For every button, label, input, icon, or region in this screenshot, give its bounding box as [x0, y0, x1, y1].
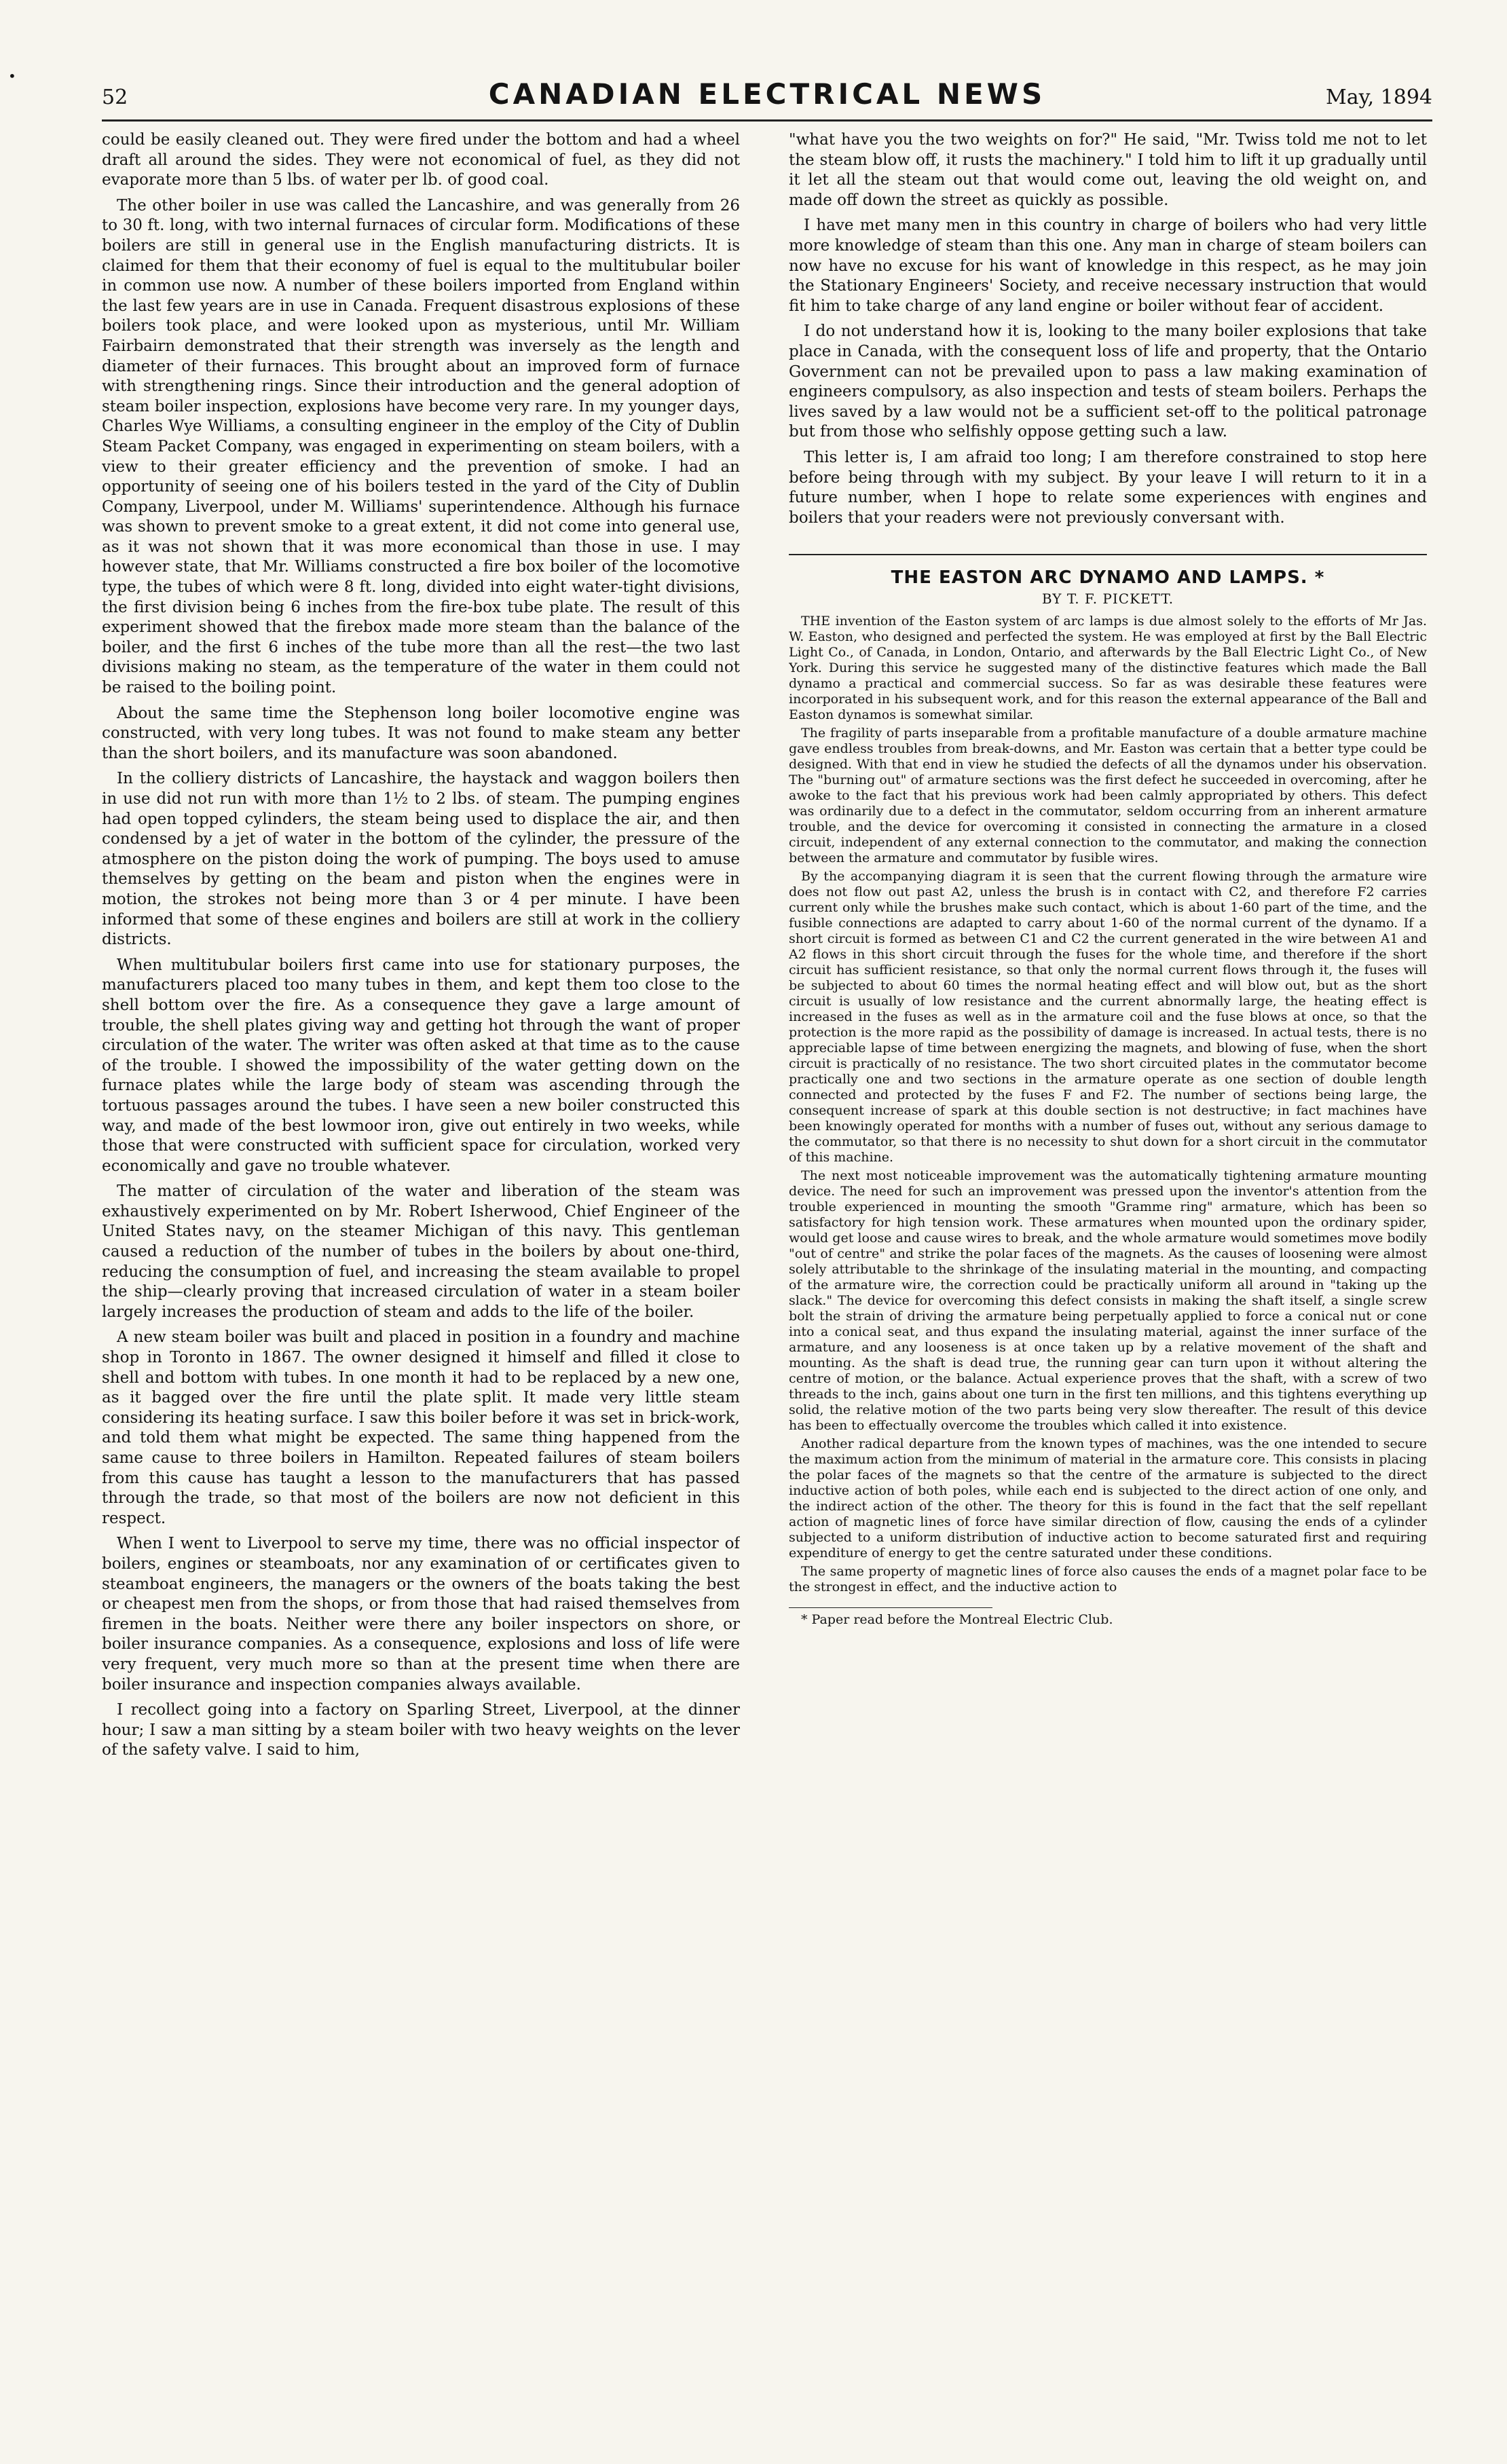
columns	[102, 130, 1432, 2425]
paragraph: The other boiler in use was called the Lancashire, and was generally from 26 to 30 ft. long, with two internal furnaces of circular form. Modifications of these boilers are still in general use in the English manufacturing districts. It is claimed for them that their economy of fuel is equal to the multitubular boiler in common use now. A number of these boilers imported from England within the last few years are in use in Canada. Frequent disastrous explosions of these boilers took place, and were looked upon as mysterious, until Mr. William Fairbairn demonstrated that their strength was inversely as the length and diameter of their furnaces. This brought about an improved form of furnace with strengthening rings. Since their introduction and the general adoption of steam boiler inspection, explosions have become very rare. In my younger days, Charles Wye Williams, a consulting engineer in the employ of the City of Dublin Steam Packet Company, was engaged in experimenting on steam boilers, with a view to their greater efficiency and the prevention of smoke. I had an opportunity of seeing one of his boilers tested in the yard of the City of Dublin Company, Liverpool, under M. Williams' superintendence. Although his furnace was shown to prevent smoke to a great extent, it did not come into general use, as it was not shown that it was more economical than those in use. I may however state, that Mr. Williams constructed a fire box boiler of the locomotive type, the tubes of which were 8 ft. long, divided into eight water-tight divisions, the first division being 6 inches from the fire-box tube plate. The result of this experiment showed that the firebox made more steam than the balance of the boiler, and the first 6 inches of the tube more than all the rest—the two last divisions making no steam, as the temperature of the water in them could not be raised to the boiling point.	[102, 196, 740, 697]
header-rule	[102, 119, 1432, 122]
left-column	[102, 130, 740, 2425]
journal-title: CANADIAN ELECTRICAL NEWS	[488, 77, 1046, 111]
page-header	[102, 75, 1432, 117]
article-byline: BY T. F. PICKETT.	[1041, 591, 1174, 608]
issue-date: May, 1894	[1326, 86, 1432, 109]
page-number: 52	[102, 86, 128, 109]
margin-mark: •	[8, 68, 16, 84]
right-column	[789, 130, 1427, 2425]
footnote-divider	[789, 1607, 992, 1608]
paragraph: About the same time the Stephenson long boiler locomotive engine was constructed, with very long tubes. It was not found to make steam any better than the short boilers, and its manufacture was soon abandoned.	[102, 704, 740, 762]
paragraph: I do not understand how it is, looking to the many boiler explosions that take place in Canada, with the consequent loss of life and property, that the Ontario Government can not be prevailed upon to pass a law making examination of engineers compulsory, as also inspection and tests of steam boilers. Perhaps the lives saved by a law would not be a sufficient set-off to the political patronage but from those who selfishly oppose getting such a law.	[789, 322, 1427, 441]
article-paragraph: THE invention of the Easton system of arc lamps is due almost solely to the efforts of Mr Jas. W. Easton, who designed and perfected the system. He was employed at first by the Ball Electric Light Co., of Canada, in London, Ontario, and afterwards by the Ball Electric Light Co., of New York. During this service he suggested many of the distinctive features which made the Ball dynamo a practical and commercial success. So far as was desirable these features were incorporated in his subsequent work, and for this reason the external appearance of the Ball and Easton dynamos is somewhat similar.	[789, 614, 1427, 723]
paragraph: I have met many men in this country in charge of boilers who had very little more knowledge of steam than this one. Any man in charge of steam boilers can now have no excuse for his want of knowledge in this respect, as he may join the Stationary Engineers' Society, and receive necessary instruction that would fit him to take charge of any land engine or boiler without fear of accident.	[789, 217, 1427, 315]
article-title: THE EASTON ARC DYNAMO AND LAMPS. *	[891, 567, 1325, 589]
article-easton-arc-dynamo	[789, 554, 1427, 1628]
paragraph: "what have you the two weights on for?" He said, "Mr. Twiss told me not to let the steam blow off, it rusts the machinery." I told him to lift it up gradually until it let all the steam out that would come out, leaving the old weight on, and made off down the street as quickly as possible.	[789, 131, 1427, 209]
article-paragraph: The fragility of parts inseparable from a profitable manufacture of a double armature machine gave endless troubles from break-downs, and Mr. Easton was certain that a better type could be designed. With that end in view he studied the defects of all the dynamos under his observation. The "burning out" of armature sections was the first defect he succeeded in overcoming, after he awoke to the fact that his previous work had been calmly appropriated by others. This defect was ordinarily due to a defect in the commutator, seldom occurring from an inherent armature trouble, and the device for overcoming it consisted in connecting the armature in a closed circuit, independent of any external connection to the commutator, and making the connection between the armature and commutator by fusible wires.	[789, 726, 1427, 866]
article-paragraph: Another radical departure from the known types of machines, was the one intended to secure the maximum action from the minimum of material in the armature core. This consists in placing the polar faces of the magnets so that the centre of the armature is subjected to the direct inductive action of both poles, while each end is subjected to the direct action of one only, and the indirect action of the other. The theory for this is found in the fact that the self repellant action of magnetic lines of force have similar direction of flow, causing the ends of a cylinder subjected to a uniform distribution of inductive action to become saturated first and requiring expenditure of energy to get the centre saturated under these conditions.	[789, 1436, 1427, 1561]
article-divider	[789, 554, 1427, 555]
article-paragraph: The next most noticeable improvement was the automatically tightening armature mounting device. The need for such an improvement was pressed upon the inventor's attention from the trouble experienced in mounting the smooth "Gramme ring" armature, which has been so satisfactory for high tension work. These armatures when mounted upon the ordinary spider, would get loose and cause wires to break, and the whole armature would sometimes move bodily "out of centre" and strike the polar faces of the magnets. As the causes of loosening were almost solely attributable to the shrinkage of the insulating material in the mounting, and compacting of the armature wire, the correction could be practically uniform all around in "taking up the slack." The device for overcoming this defect consists in making the shaft itself, a single screw bolt the strain of driving the armature being perpetually applied to force a conical nut or cone into a conical seat, and thus expand the insulating material, against the inner surface of the armature, and any looseness is at once taken up by a relative movement of the shaft and mounting. As the shaft is dead true, the running gear can turn upon it without altering the centre of motion, or the balance. Actual experience proves that the shaft, with a screw of two threads to the inch, gains about one turn in the first ten millions, and this tightens everything up solid, the relative motion of the two parts being very slow thereafter. The result of this device has been to effectually overcome the troubles which called it into existence.	[789, 1168, 1427, 1434]
article-paragraph: By the accompanying diagram it is seen that the current flowing through the armature wire does not flow out past A2, unless the brush is in contact with C2, and therefore F2 carries current only while the brushes make such contact, which is about 1-60 part of the time, and the fusible connections are adapted to carry about 1-60 of the normal current of the dynamo. If a short circuit is formed as between C1 and C2 the current generated in the wire between A1 and A2 flows in this short circuit through the fuses for the whole time, and therefore if the short circuit has sufficient resistance, so that only the normal current flows through it, the fuses will be subjected to about 60 times the normal heating effect and will blow out, but as the short circuit is usually of low resistance and the current abnormally large, the heating effect is increased in the fuses as well as in the armature coil and the fuse blows at once, so that the protection is the more rapid as the possibility of damage is increased. In actual tests, there is no appreciable lapse of time between energizing the magnets, and blowing of fuse, when the short circuit is practically of no resistance. The two short circuited plates in the commutator become practically one and two sections in the armature operate as one section of double length connected and protected by the fuses F and F2. The number of sections being large, the consequent increase of spark at this double section is not destructive; in fact machines have been knowingly operated for months with a number of fuses out, without any serious damage to the commutator, so that there is no necessity to shut down for a short circuit in the commutator of this machine.	[789, 869, 1427, 1165]
paragraph: In the colliery districts of Lancashire, the haystack and waggon boilers then in use did not run with more than 1½ to 2 lbs. of steam. The pumping engines had open topped cylinders, the steam being used to displace the air, and then condensed by a jet of water in the bottom of the cylinder, the pressure of the atmosphere on the piston doing the work of pumping. The boys used to amuse themselves by getting on the beam and piston when the engines were in motion, the strokes not being more than 3 or 4 per minute. I have been informed that some of these engines and boilers are still at work in the colliery districts.	[102, 770, 740, 949]
paragraph: I recollect going into a factory on Sparling Street, Liverpool, at the dinner hour; I saw a man sitting by a steam boiler with two heavy weights on the lever of the safety valve. I said to him,	[102, 1701, 740, 1759]
page	[102, 75, 1432, 2437]
paragraph: could be easily cleaned out. They were fired under the bottom and had a wheel draft all around the sides. They were not economical of fuel, as they did not evaporate more than 5 lbs. of water per lb. of good coal.	[102, 131, 740, 189]
footnote: * Paper read before the Montreal Electric Club.	[801, 1612, 1113, 1628]
paragraph: A new steam boiler was built and placed in position in a foundry and machine shop in Toronto in 1867. The owner designed it himself and filled it close to shell and bottom with tubes. In one month it had to be replaced by a new one, as it bagged over the fire until the plate split. It made very little steam considering its heating surface. I saw this boiler before it was set in brick-work, and told them what might be expected. The same thing happened from the same cause to three boilers in Hamilton. Repeated failures of steam boilers from this cause has taught a lesson to the manufacturers that has passed through the trade, so that most of the boilers are now not deficient in this respect.	[102, 1328, 740, 1527]
paragraph: The matter of circulation of the water and liberation of the steam was exhaustively experimented on by Mr. Robert Isherwood, Chief Engineer of the United States navy, on the steamer Michigan of this navy. This gentleman caused a reduction of the number of tubes in the boilers by about one-third, reducing the consumption of fuel, and increasing the steam available to propel the ship—clearly proving that increased circulation of water in a steam boiler largely increases the production of steam and adds to the life of the boiler.	[102, 1182, 740, 1321]
paragraph: This letter is, I am afraid too long; I am therefore constrained to stop here before being through with my subject. By your leave I will return to it in a future number, when I hope to relate some experiences with engines and boilers that your readers were not previously conversant with.	[789, 448, 1427, 527]
paragraph: When multitubular boilers first came into use for stationary purposes, the manufacturers placed too many tubes in them, and kept them too close to the shell bottom over the fire. As a consequence they gave a large amount of trouble, the shell plates giving way and getting hot through the want of proper circulation of the water. The writer was often asked at that time as to the cause of the trouble. I showed the impossibility of the water getting down on the furnace plates while the large body of steam was ascending through the tortuous passages around the tubes. I have seen a new boiler constructed this way, and made of the best lowmoor iron, give out entirely in two weeks, while those that were constructed with sufficient space for circulation, worked very economically and gave no trouble whatever.	[102, 956, 740, 1175]
paragraph: When I went to Liverpool to serve my time, there was no official inspector of boilers, engines or steamboats, nor any examination of or certificates given to steamboat engineers, the managers or the owners of the boats taking the best or cheapest men from the shops, or from those that had raised themselves from firemen in the boats. Neither were there any boiler inspectors on shore, or boiler insurance companies. As a consequence, explosions and loss of life were very frequent, very much more so than at the present time when there are boiler insurance and inspection companies always available.	[102, 1535, 740, 1694]
article-paragraph: The same property of magnetic lines of force also causes the ends of a magnet polar face to be the strongest in effect, and the inductive action to	[789, 1564, 1427, 1595]
